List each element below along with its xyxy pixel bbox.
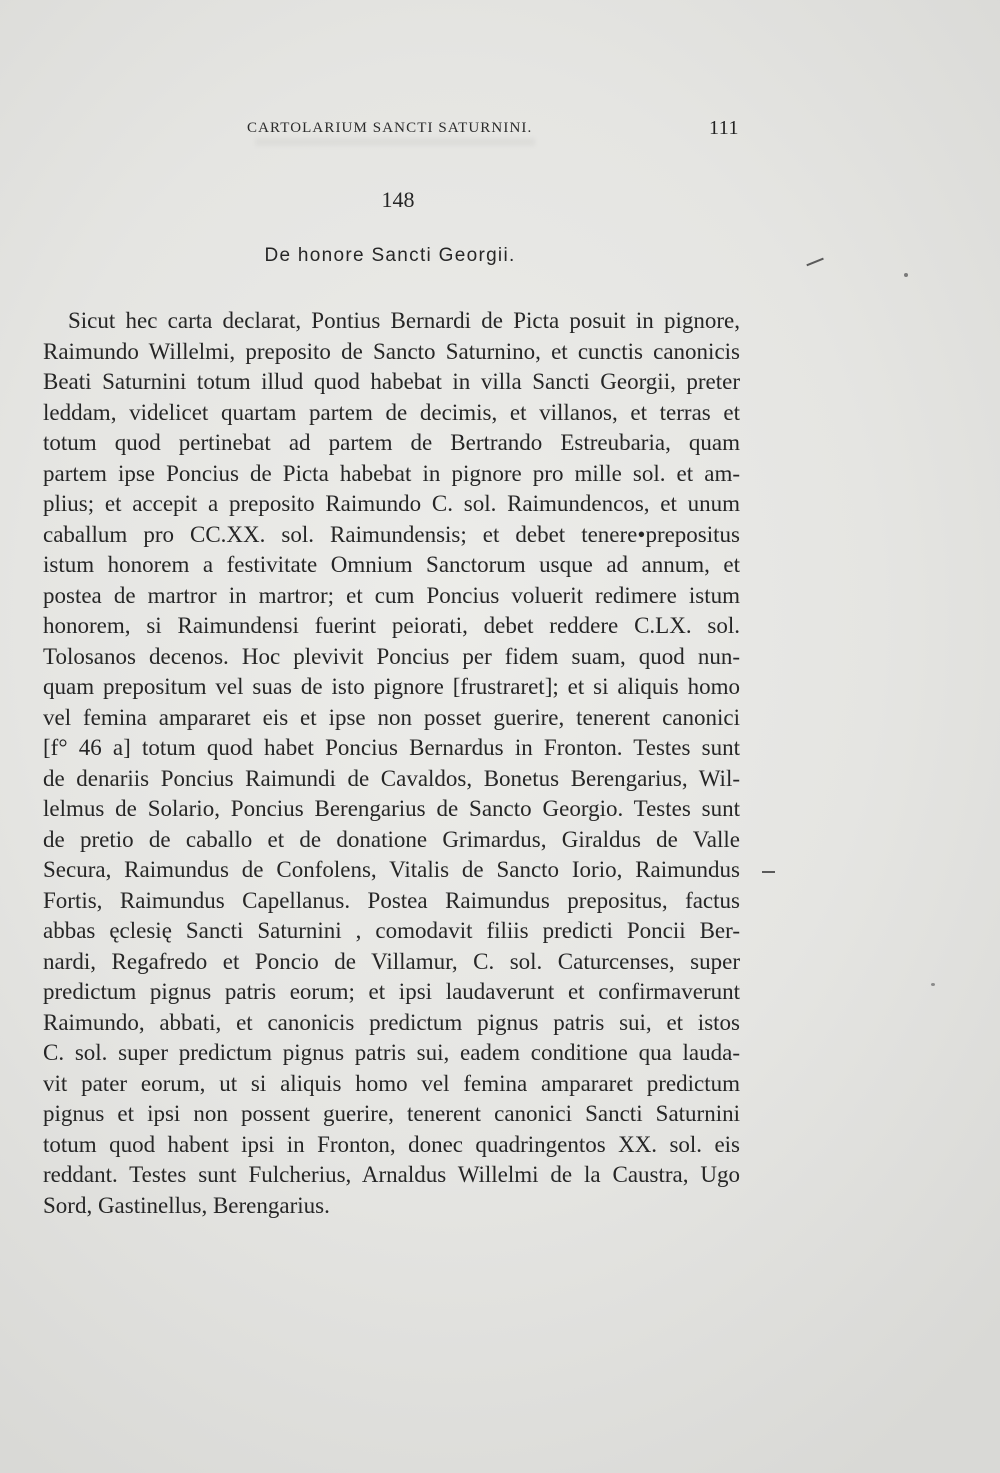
text-line: abbas ęclesię Sancti Saturnini , comodavit filiis predicti Poncii Ber-: [43, 918, 740, 943]
text-line: Secura, Raimundus de Confolens, Vitalis de Sancto Iorio, Raimundus: [43, 857, 740, 882]
text-line: quam prepositum vel suas de isto pignore [frustraret]; et si aliquis homo: [43, 674, 740, 699]
margin-dot-mark: [904, 273, 908, 277]
text-line: leddam, videlicet quartam partem de decimis, et villanos, et terras et: [43, 399, 740, 425]
text-line: vit pater eorum, ut si aliquis homo vel femina ampararet predictum: [43, 1070, 740, 1096]
text-line: vel femina ampararet eis et ipse non posset guerire, tenerent canonici: [43, 704, 740, 730]
charter-title: De honore Sancti Georgii.: [264, 245, 516, 266]
show-through-smudge: [255, 138, 535, 146]
text-line: Fortis, Raimundus Capellanus. Postea Raimundus prepositus, factus: [43, 887, 740, 913]
text-line: plius; et accepit a preposito Raimundo C. sol. Raimundencos, et unum: [43, 491, 740, 516]
text-line: C. sol. super predictum pignus patris sui, eadem conditione qua lauda-: [43, 1040, 740, 1065]
charter-text: [43, 306, 740, 1221]
page-number: 111: [709, 117, 740, 139]
text-line: postea de martror in martror; et cum Poncius voluerit redimere istum: [43, 582, 740, 608]
text-line: totum quod pertinebat ad partem de Bertrando Estreubaria, quam: [43, 430, 740, 455]
text-line: nardi, Regafredo et Poncio de Villamur, C. sol. Caturcenses, super: [43, 948, 740, 974]
margin-dash-mark: [762, 871, 775, 873]
text-line: Raimundo Willelmi, preposito de Sancto Saturnino, et cunctis canonicis: [43, 338, 740, 364]
text-line: honorem, si Raimundensi fuerint peiorati, debet reddere C.LX. sol.: [43, 613, 740, 638]
text-line: Beati Saturnini totum illud quod habebat in villa Sancti Georgii, preter: [43, 369, 740, 394]
text-line: lelmus de Solario, Poncius Berengarius de Sancto Georgio. Testes sunt: [43, 796, 740, 821]
text-line: totum quod habent ipsi in Fronton, donec quadringentos XX. sol. eis: [43, 1131, 740, 1157]
text-line: caballum pro CC.XX. sol. Raimundensis; et debet tenere•prepositus: [43, 521, 740, 547]
text-line: Raimundo, abbati, et canonicis predictum pignus patris sui, et istos: [43, 1009, 740, 1035]
text-line: partem ipse Poncius de Picta habebat in pignore pro mille sol. et am-: [43, 460, 740, 486]
text-line: Tolosanos decenos. Hoc plevivit Poncius per fidem suam, quod nun-: [43, 643, 740, 669]
charter-number: 148: [381, 187, 415, 212]
margin-dot-mark: [931, 983, 935, 986]
text-line: istum honorem a festivitate Omnium Sanctorum usque ad annum, et: [43, 552, 740, 577]
margin-stroke-mark: [806, 258, 823, 266]
text-line: Sicut hec carta declarat, Pontius Bernardi de Picta posuit in pignore,: [68, 308, 740, 333]
running-head: CARTOLARIUM SANCTI SATURNINI.: [247, 120, 533, 136]
text-line: reddant. Testes sunt Fulcherius, Arnaldus Willelmi de la Caustra, Ugo: [43, 1162, 740, 1187]
text-line: de pretio de caballo et de donatione Grimardus, Giraldus de Valle: [43, 826, 740, 852]
text-line: de denariis Poncius Raimundi de Cavaldos, Bonetus Berengarius, Wil-: [43, 765, 740, 791]
text-line: pignus et ipsi non possent guerire, tenerent canonici Sancti Saturnini: [43, 1101, 740, 1126]
text-line: predictum pignus patris eorum; et ipsi laudaverunt et confirmaverunt: [43, 979, 740, 1004]
text-line: [f° 46 a] totum quod habet Poncius Bernardus in Fronton. Testes sunt: [43, 735, 740, 760]
text-line: Sord, Gastinellus, Berengarius.: [43, 1192, 330, 1218]
